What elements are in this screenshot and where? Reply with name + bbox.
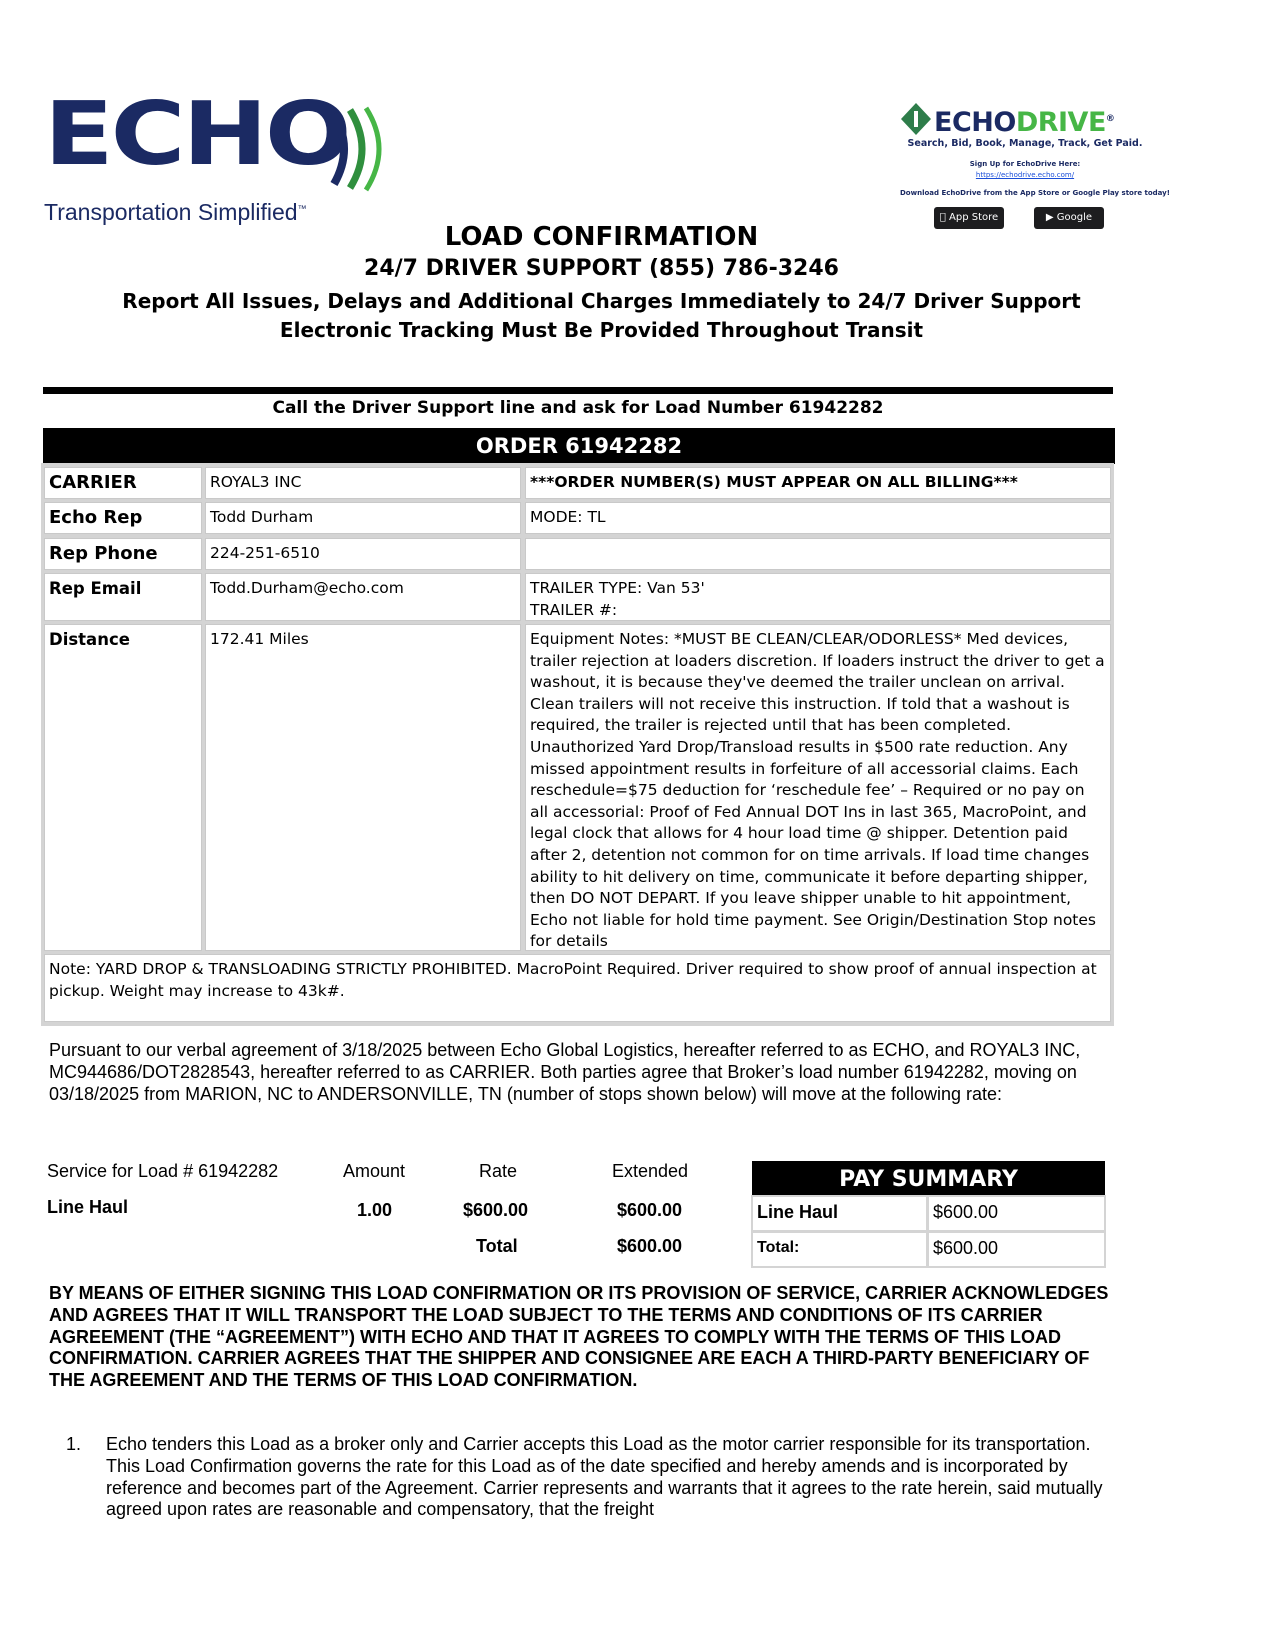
clause-number: 1. <box>66 1434 82 1454</box>
echodrive-logo <box>900 100 1170 245</box>
line-haul-extended: $600.00 <box>617 1200 683 1220</box>
equipment-notes: Equipment Notes: *MUST BE CLEAN/CLEAR/ODORLESS* Med devices, trailer rejection at loaders discretion. If loaders instruct the driver to get a washout, it is because they've deemed the trailer unclean on arrival. Clean trailers will not receive this instruction. If told that a washout is required, the trailer is rejected until that has been completed. Unauthorized Yard Drop/Transload results in $500 rate reduction. Any missed appointment results in forfeiture of all accessorial claims. Each reschedule=$75 deduction for ‘reschedule fee’ – Required or no pay on all accessorial: Proof of Fed Annual DOT Ins in last 365, MacroPoint, and legal clock that allows for 4 hour load time @ shipper. Detention paid after 2, detention not common for on time arrivals. If load time changes ability to hit delivery on time, communicate it before departing shipper, then DO NOT DEPART. If you leave shipper unable to hit appointment, Echo not liable for hold time payment. See Origin/Destination Stop notes for details <box>525 624 1111 951</box>
rep-email-label: Rep Email <box>44 573 202 621</box>
order-note: Note: YARD DROP & TRANSLOADING STRICTLY PROHIBITED. MacroPoint Required. Driver required to show proof of annual inspection at pickup. Weight may increase to 43k#. <box>44 954 1111 1022</box>
pay-total-label: Total: <box>753 1233 926 1266</box>
rate-header: Rate <box>479 1161 518 1181</box>
line-haul-rate: $600.00 <box>463 1200 529 1220</box>
carrier-value: ROYAL3 INC <box>205 467 521 499</box>
echo-logo <box>44 83 384 227</box>
line-haul-label: Line Haul <box>47 1197 129 1217</box>
total-label: Total <box>476 1236 518 1256</box>
total-value: $600.00 <box>617 1236 683 1256</box>
echodrive-signup-text: Sign Up for EchoDrive Here: <box>969 160 1081 168</box>
tracking-notice: Electronic Tracking Must Be Provided Throughout Transit <box>279 318 924 342</box>
trailer-number: TRAILER #: <box>530 600 618 619</box>
pay-line-haul-label: Line Haul <box>753 1197 926 1230</box>
echo-wordmark: ECHO <box>44 83 349 186</box>
road-sign-icon <box>900 102 932 136</box>
pay-total-value: $600.00 <box>929 1233 1104 1266</box>
line-haul-amount: 1.00 <box>357 1200 393 1220</box>
distance-label: Distance <box>44 624 202 951</box>
empty-cell <box>525 538 1111 570</box>
divider <box>43 387 1113 394</box>
driver-support-line: 24/7 DRIVER SUPPORT (855) 786-3246 <box>364 256 839 281</box>
mode-value: MODE: TL <box>525 502 1111 534</box>
echodrive-tagline: Search, Bid, Book, Manage, Track, Get Paid. <box>907 138 1143 149</box>
extended-header: Extended <box>612 1161 689 1181</box>
page-title: LOAD CONFIRMATION <box>444 222 759 252</box>
amount-header: Amount <box>343 1161 406 1181</box>
rep-email-value[interactable]: Todd.Durham@echo.com <box>205 573 521 621</box>
pay-line-haul-value: $600.00 <box>929 1197 1104 1230</box>
rep-phone-label: Rep Phone <box>44 538 202 570</box>
clause-text: Echo tenders this Load as a broker only and Carrier accepts this Load as the motor carrier responsible for its transportation. This Load Confirmation governs the rate for this Load as of the date specified and hereby amends and is incorporated by reference and becomes part of the Agreement. Carrier represents and warrants that it agrees to the rate herein, said mutually agreed upon rates are reasonable and compensatory, that the freight <box>106 1434 1103 1520</box>
echodrive-wordmark: ECHODRIVE® <box>934 107 1115 138</box>
echodrive-signup-link[interactable]: https://echodrive.echo.com/ <box>975 171 1075 179</box>
billing-notice: ***ORDER NUMBER(S) MUST APPEAR ON ALL BILLING*** <box>525 467 1111 499</box>
carrier-label: CARRIER <box>44 467 202 499</box>
report-issues-notice: Report All Issues, Delays and Additional Charges Immediately to 24/7 Driver Support <box>122 289 1081 313</box>
echo-rep-value: Todd Durham <box>205 502 521 534</box>
pay-summary-title: PAY SUMMARY <box>752 1161 1105 1196</box>
sound-waves-icon <box>328 104 408 194</box>
agreement-paragraph: Pursuant to our verbal agreement of 3/18/2025 between Echo Global Logistics, hereafter referred to as ECHO, and ROYAL3 INC, MC944686/DOT2828543, hereafter referred to as CARRIER. Both parties agree that Broker’s load number 61942282, moving on 03/18/2025 from MARION, NC to ANDERSONVILLE, TN (number of stops shown below) will move at the following rate: <box>49 1040 1081 1104</box>
rep-phone-value: 224-251-6510 <box>205 538 521 570</box>
order-title: ORDER 61942282 <box>43 428 1115 464</box>
google-play-badge[interactable]: ▶ Google play <box>1034 207 1104 229</box>
trailer-info <box>525 573 1111 621</box>
terms-notice: BY MEANS OF EITHER SIGNING THIS LOAD CONFIRMATION OR ITS PROVISION OF SERVICE, CARRIER ACKNOWLEDGES AND AGREES THAT IT WILL TRANSPORT THE LOAD SUBJECT TO THE TERMS AND CONDITIONS OF ITS CARRIER AGREEMENT (THE “AGREEMENT”) WITH ECHO AND THAT IT AGREES TO COMPLY WITH THE TERMS OF THIS LOAD CONFIRMATION. CARRIER AGREES THAT THE SHIPPER AND CONSIGNEE ARE EACH A THIRD-PARTY BENEFICIARY OF THE AGREEMENT AND THE TERMS OF THIS LOAD CONFIRMATION. <box>49 1283 1109 1391</box>
call-instruction: Call the Driver Support line and ask for Load Number 61942282 <box>272 398 884 418</box>
echo-rep-label: Echo Rep <box>44 502 202 534</box>
distance-value: 172.41 Miles <box>205 624 521 951</box>
echo-tagline: Transportation Simplified™ <box>44 199 307 225</box>
trailer-type: TRAILER TYPE: Van 53' <box>530 579 705 597</box>
echodrive-download-text: Download EchoDrive from the App Store or Google Play store today! <box>900 189 1170 197</box>
app-store-badge[interactable]: App Store <box>934 207 1004 229</box>
service-header: Service for Load # 61942282 <box>47 1161 279 1181</box>
